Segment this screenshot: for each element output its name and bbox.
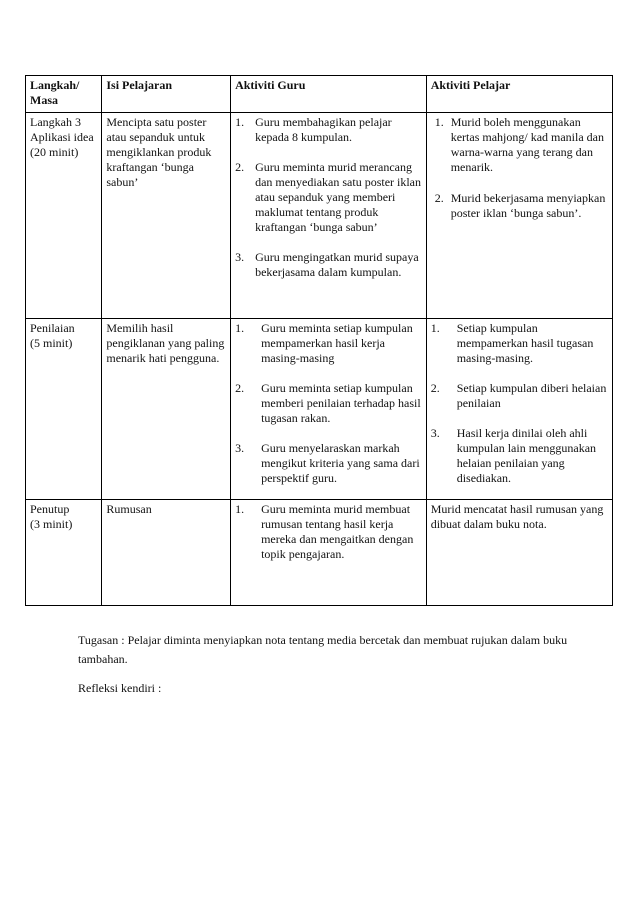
isi-cell: Memilih hasil pengiklanan yang paling menarik hati pengguna. — [102, 319, 231, 500]
table-header-row — [26, 76, 613, 113]
list-item: 1. Murid boleh menggunakan kertas mahjong/ kad manila dan warna-warna yang terang dan menarik. — [434, 115, 605, 174]
header-guru: Aktiviti Guru — [231, 76, 427, 113]
guru-cell — [231, 113, 427, 319]
isi-cell: Mencipta satu poster atau sepanduk untuk mengiklankan produk kraftangan ‘bunga sabun’ — [102, 113, 231, 319]
header-isi: Isi Pelajaran — [102, 76, 231, 113]
pelajar-cell — [426, 319, 612, 500]
langkah-cell: Penutup (3 minit) — [26, 500, 102, 606]
list-item: 2. Murid bekerjasama menyiapkan poster iklan ‘bunga sabun’. — [434, 191, 606, 220]
table-row — [26, 500, 613, 606]
list-item: 1. Setiap kumpulan mempamerkan hasil tugasan masing-masing. — [430, 321, 594, 365]
isi-cell: Rumusan — [102, 500, 231, 606]
list-item: 3. Guru mengingatkan murid supaya bekerjasama dalam kumpulan. — [235, 250, 419, 279]
refleksi-label: Refleksi kendiri : — [78, 681, 162, 695]
list-item: 1. Guru meminta murid membuat rumusan tentang hasil kerja mereka dan mengaitkan dengan topik pengajaran. — [235, 502, 414, 561]
list-item: 3. Guru menyelaraskan markah mengikut kriteria yang sama dari perspektif guru. — [235, 441, 420, 485]
list-item: 2. Guru meminta murid merancang dan menyediakan satu poster iklan atau sepanduk yang memberi maklumat tentang produk kraftangan ‘bunga sabun’ — [235, 160, 422, 234]
langkah-cell: Langkah 3 Aplikasi idea (20 minit) — [26, 113, 102, 319]
list-item: 2. Setiap kumpulan diberi helaian penilaian — [430, 381, 607, 410]
langkah-cell: Penilaian (5 minit) — [26, 319, 102, 500]
header-langkah: Langkah/ Masa — [26, 76, 102, 113]
list-item: 3. Hasil kerja dinilai oleh ahli kumpulan lain menggunakan helaian penilaian yang disediakan. — [430, 426, 597, 485]
list-item: 2. Guru meminta setiap kumpulan memberi penilaian terhadap hasil tugasan rakan. — [235, 381, 421, 425]
list-item: 1. Guru membahagikan pelajar kepada 8 kumpulan. — [235, 115, 392, 144]
table-row — [26, 113, 613, 319]
guru-cell — [231, 500, 427, 606]
guru-cell — [231, 319, 427, 500]
lesson-plan-table — [25, 75, 613, 606]
pelajar-cell — [426, 113, 612, 319]
tugasan-text: Tugasan : Pelajar diminta menyiapkan nota tentang media bercetak dan membuat rujukan dalam buku tambahan. — [78, 633, 568, 666]
pelajar-cell: Murid mencatat hasil rumusan yang dibuat dalam buku nota. — [426, 500, 612, 606]
list-item: 1. Guru meminta setiap kumpulan mempamerkan hasil kerja masing-masing — [235, 321, 413, 365]
header-pelajar: Aktiviti Pelajar — [426, 76, 612, 113]
table-row — [26, 319, 613, 500]
